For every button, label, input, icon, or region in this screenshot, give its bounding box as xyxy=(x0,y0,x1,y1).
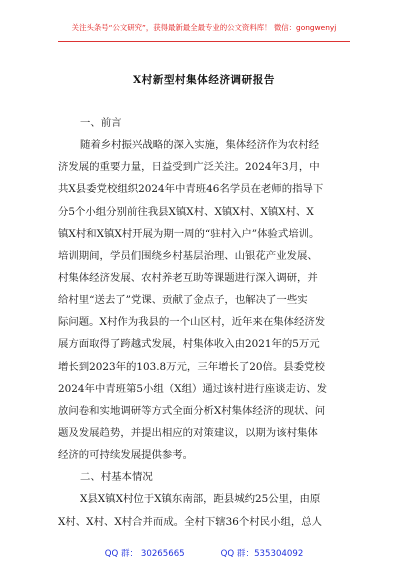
section-heading: 二、村基本情况 xyxy=(80,471,153,484)
body-text-line: 随着乡村振兴战略的深入实施，集体经济作为农村经 xyxy=(80,139,319,152)
header-banner: 关注头条号“公文研究”，获得最新最全最专业的公文资料库！ 微信：gongwenyj xyxy=(71,23,337,32)
body-text-line: X县X镇X村位于X镇东南部，距县城约25公里，由原 xyxy=(80,493,321,506)
footer-qq-group-1: QQ 群： 30265665 xyxy=(104,549,185,559)
body-text-line: 给村里“送去了”党课、贡献了金点子，也解决了一些实 xyxy=(58,294,308,307)
section-heading: 一、前言 xyxy=(80,117,122,129)
body-text-line: 培训期间，学员们围绕乡村基层治理、山银花产业发展、 xyxy=(58,249,318,262)
body-text-line: 共X县委党校组织2024年中青班46名学员在老师的指导下 xyxy=(58,183,324,196)
body-text-line: 经济的可持续发展提供参考。 xyxy=(58,449,194,462)
body-text-line: 分5个小组分别前往我县X镇X村、X镇X村、X镇X村、X xyxy=(58,205,314,218)
document-body xyxy=(58,112,350,533)
document-title: X村新型村集体经济调研报告 xyxy=(133,74,275,86)
body-text-line: 放问卷和实地调研等方式全面分析X村集体经济的现状、问 xyxy=(58,404,326,417)
body-text-line: 济发展的重要力量，日益受到广泛关注。2024年3月，中 xyxy=(58,161,320,174)
body-text-line: 镇X村和X镇X村开展为期一周的“驻村入户”体验式培训。 xyxy=(58,227,320,240)
body-text-line: 题及发展趋势，并提出相应的对策建议，以期为该村集体 xyxy=(58,426,318,439)
body-text-line: 增长到2023年的103.8万元，三年增长了20倍。县委党校 xyxy=(58,360,325,373)
body-text-line: X村、X村、X村合并而成。全村下辖36个村民小组，总人 xyxy=(58,515,323,528)
body-text-line: 展方面取得了跨越式发展，村集体收入由2021年的5万元 xyxy=(58,338,320,351)
body-text-line: 际问题。X村作为我县的一个山区村，近年来在集体经济发 xyxy=(58,316,326,329)
body-text-line: 村集体经济发展、农村养老互助等课题进行深入调研，并 xyxy=(58,271,318,284)
footer-contact xyxy=(0,547,408,559)
header-divider xyxy=(58,41,350,42)
body-text-line: 2024年中青班第5小组（X组）通过该村进行座谈走访、发 xyxy=(58,382,328,395)
footer-qq-group-2: QQ 群：535304092 xyxy=(220,549,304,559)
